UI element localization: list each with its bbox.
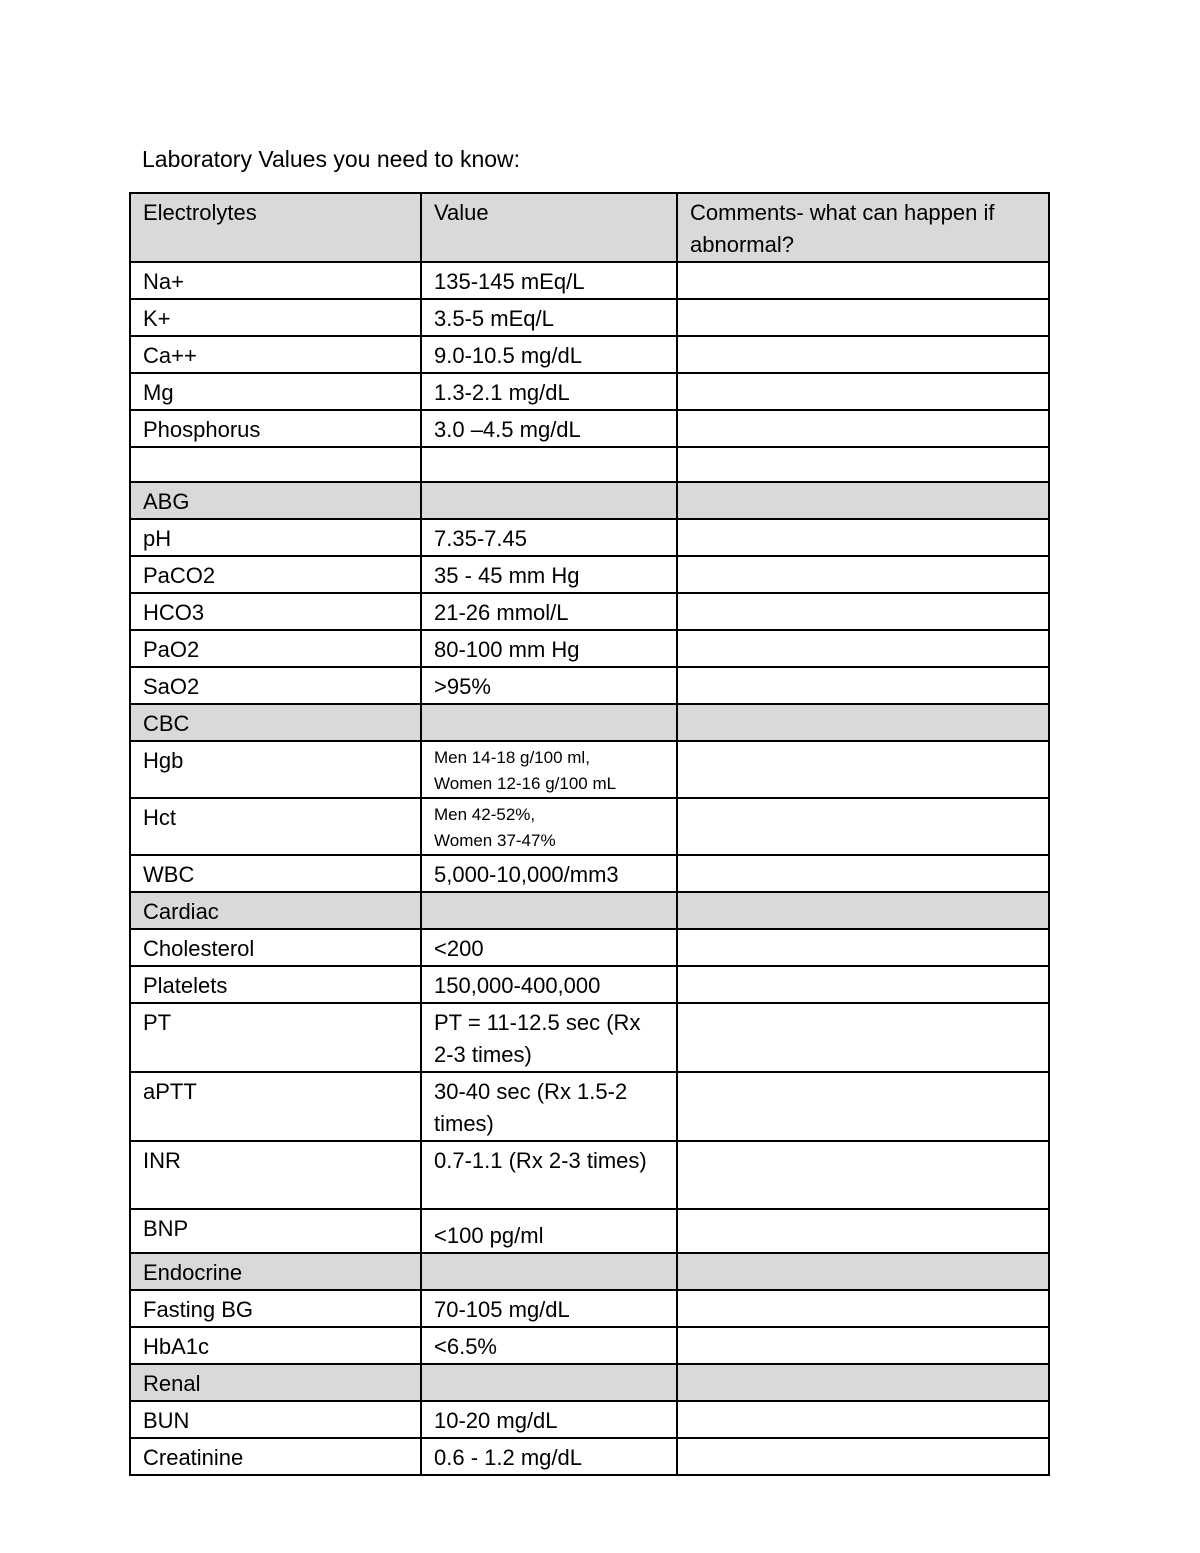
comment-cell xyxy=(677,336,1049,373)
section-header-row xyxy=(130,1253,1049,1290)
comment-cell xyxy=(677,1209,1049,1253)
test-name-cell: Ca++ xyxy=(130,336,421,373)
test-name-cell: Na+ xyxy=(130,262,421,299)
test-name-cell xyxy=(130,447,421,482)
section-label: Endocrine xyxy=(130,1253,421,1290)
test-name-cell: Cholesterol xyxy=(130,929,421,966)
table-row xyxy=(130,593,1049,630)
value-cell: 0.7-1.1 (Rx 2-3 times) xyxy=(421,1141,677,1210)
comment-cell xyxy=(677,892,1049,929)
value-cell xyxy=(421,892,677,929)
section-header-row xyxy=(130,704,1049,741)
test-name-cell: WBC xyxy=(130,855,421,892)
value-cell: 0.6 - 1.2 mg/dL xyxy=(421,1438,677,1475)
comment-cell xyxy=(677,1072,1049,1141)
section-label: Cardiac xyxy=(130,892,421,929)
section-label: CBC xyxy=(130,704,421,741)
value-cell: PT = 11-12.5 sec (Rx 2-3 times) xyxy=(421,1003,677,1072)
test-name-cell: PaO2 xyxy=(130,630,421,667)
value-cell: <200 xyxy=(421,929,677,966)
table-row xyxy=(130,1401,1049,1438)
comment-cell xyxy=(677,299,1049,336)
comment-cell xyxy=(677,704,1049,741)
test-name-cell: HCO3 xyxy=(130,593,421,630)
value-cell: 5,000-10,000/mm3 xyxy=(421,855,677,892)
header-cell-electrolytes: Electrolytes xyxy=(130,193,421,262)
value-cell xyxy=(421,447,677,482)
table-row xyxy=(130,299,1049,336)
value-cell xyxy=(421,482,677,519)
value-cell: 35 - 45 mm Hg xyxy=(421,556,677,593)
comment-cell xyxy=(677,1327,1049,1364)
test-name-cell: K+ xyxy=(130,299,421,336)
value-cell: >95% xyxy=(421,667,677,704)
page-title: Laboratory Values you need to know: xyxy=(142,146,521,172)
test-name-cell: SaO2 xyxy=(130,667,421,704)
section-header-row xyxy=(130,1364,1049,1401)
table-row xyxy=(130,262,1049,299)
test-name-cell: BNP xyxy=(130,1209,421,1253)
section-header-row xyxy=(130,482,1049,519)
test-name-cell: Hgb xyxy=(130,741,421,798)
test-name-cell: Creatinine xyxy=(130,1438,421,1475)
table-row xyxy=(130,447,1049,482)
test-name-cell: Fasting BG xyxy=(130,1290,421,1327)
table-row xyxy=(130,667,1049,704)
table-row xyxy=(130,410,1049,447)
comment-cell xyxy=(677,373,1049,410)
table-row xyxy=(130,1327,1049,1364)
comment-cell xyxy=(677,593,1049,630)
table-row xyxy=(130,336,1049,373)
comment-cell xyxy=(677,1003,1049,1072)
value-cell xyxy=(421,798,677,855)
header-cell-value: Value xyxy=(421,193,677,262)
value-cell: 70-105 mg/dL xyxy=(421,1290,677,1327)
value-cell xyxy=(421,1253,677,1290)
value-text: Men 14-18 g/100 ml, Women 12-16 g/100 mL xyxy=(434,747,617,793)
table-row xyxy=(130,1141,1049,1210)
value-cell: 10-20 mg/dL xyxy=(421,1401,677,1438)
value-cell: 80-100 mm Hg xyxy=(421,630,677,667)
table-row xyxy=(130,741,1049,798)
value-cell: 7.35-7.45 xyxy=(421,519,677,556)
value-cell: 21-26 mmol/L xyxy=(421,593,677,630)
table-row xyxy=(130,1290,1049,1327)
value-cell: 30-40 sec (Rx 1.5-2 times) xyxy=(421,1072,677,1141)
value-cell: 3.5-5 mEq/L xyxy=(421,299,677,336)
test-name-cell: BUN xyxy=(130,1401,421,1438)
test-name-cell: Mg xyxy=(130,373,421,410)
value-cell: 135-145 mEq/L xyxy=(421,262,677,299)
section-header-row xyxy=(130,892,1049,929)
test-name-cell: PT xyxy=(130,1003,421,1072)
comment-cell xyxy=(677,1401,1049,1438)
comment-cell xyxy=(677,1253,1049,1290)
table-row xyxy=(130,1438,1049,1475)
comment-cell xyxy=(677,798,1049,855)
comment-cell xyxy=(677,1141,1049,1210)
value-cell: 150,000-400,000 xyxy=(421,966,677,1003)
table-row xyxy=(130,1072,1049,1141)
table-row xyxy=(130,519,1049,556)
table-row xyxy=(130,966,1049,1003)
value-cell: 9.0-10.5 mg/dL xyxy=(421,336,677,373)
comment-cell xyxy=(677,262,1049,299)
value-cell: <100 pg/ml xyxy=(421,1209,677,1253)
test-name-cell: HbA1c xyxy=(130,1327,421,1364)
value-cell xyxy=(421,1364,677,1401)
value-cell: 1.3-2.1 mg/dL xyxy=(421,373,677,410)
value-cell: 3.0 –4.5 mg/dL xyxy=(421,410,677,447)
comment-cell xyxy=(677,447,1049,482)
table-header-row xyxy=(130,193,1049,262)
test-name-cell: INR xyxy=(130,1141,421,1210)
comment-cell xyxy=(677,556,1049,593)
comment-cell xyxy=(677,1290,1049,1327)
value-cell xyxy=(421,741,677,798)
comment-cell xyxy=(677,929,1049,966)
header-cell-comments: Comments- what can happen if abnormal? xyxy=(677,193,1049,262)
table-row xyxy=(130,929,1049,966)
value-cell: <6.5% xyxy=(421,1327,677,1364)
comment-cell xyxy=(677,519,1049,556)
table-row xyxy=(130,630,1049,667)
test-name-cell: aPTT xyxy=(130,1072,421,1141)
comment-cell xyxy=(677,966,1049,1003)
test-name-cell: PaCO2 xyxy=(130,556,421,593)
table-row xyxy=(130,556,1049,593)
test-name-cell: Hct xyxy=(130,798,421,855)
test-name-cell: Phosphorus xyxy=(130,410,421,447)
comment-cell xyxy=(677,1438,1049,1475)
comment-cell xyxy=(677,741,1049,798)
table-row xyxy=(130,373,1049,410)
lab-values-table xyxy=(129,192,1050,1476)
comment-cell xyxy=(677,1364,1049,1401)
table-row xyxy=(130,1209,1049,1253)
comment-cell xyxy=(677,410,1049,447)
table-row xyxy=(130,798,1049,855)
section-label: ABG xyxy=(130,482,421,519)
test-name-cell: pH xyxy=(130,519,421,556)
value-cell xyxy=(421,704,677,741)
table-row xyxy=(130,855,1049,892)
comment-cell xyxy=(677,855,1049,892)
comment-cell xyxy=(677,482,1049,519)
value-text: Men 42-52%, Women 37-47% xyxy=(434,804,556,850)
section-label: Renal xyxy=(130,1364,421,1401)
comment-cell xyxy=(677,667,1049,704)
test-name-cell: Platelets xyxy=(130,966,421,1003)
table-row xyxy=(130,1003,1049,1072)
comment-cell xyxy=(677,630,1049,667)
